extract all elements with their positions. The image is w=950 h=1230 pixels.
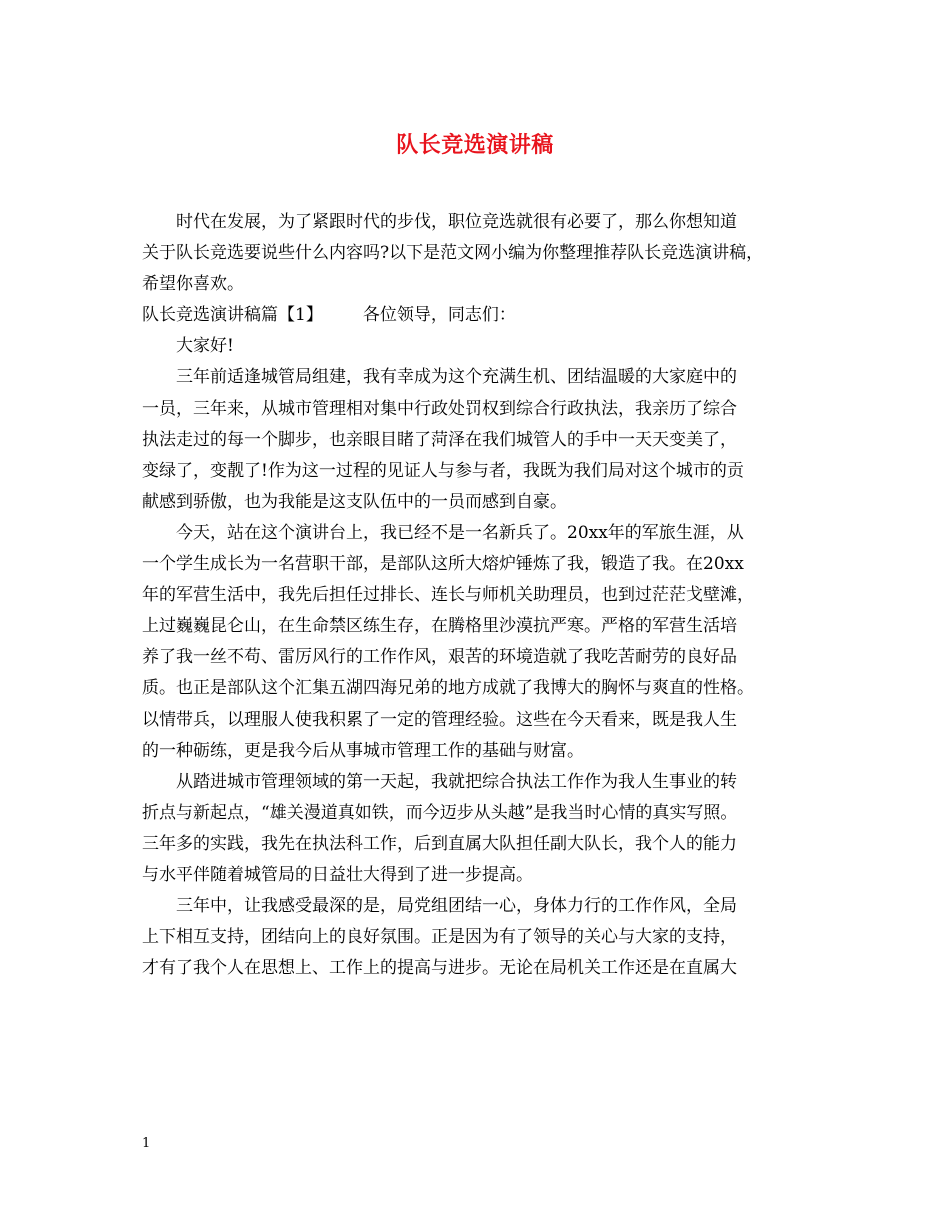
text-line-content: 队长竞选演讲稿篇【1】 bbox=[142, 305, 323, 326]
text-line-content: 上下相互支持，团结向上的良好氛围。正是因为有了领导的关心与大家的支持， bbox=[142, 927, 737, 948]
text-line bbox=[142, 269, 810, 300]
text-line bbox=[142, 207, 810, 238]
text-line-content: 变绿了，变靓了!作为这一过程的见证人与参与者，我既为我们局对这个城市的贡 bbox=[142, 460, 744, 481]
text-line-content: 今天，站在这个演讲台上，我已经不是一名新兵了。20xx年的军旅生涯，从 bbox=[176, 522, 744, 543]
text-line-content: 时代在发展，为了紧跟时代的步伐，职位竞选就很有必要了，那么你想知道 bbox=[176, 212, 737, 232]
text-line bbox=[142, 394, 810, 425]
text-line bbox=[142, 362, 810, 393]
text-line-content: 上过巍巍昆仑山，在生命禁区练生存，在腾格里沙漠抗严寒。严格的军营生活培 bbox=[142, 616, 737, 637]
salutation-text: 各位领导，同志们： bbox=[362, 305, 516, 326]
text-line-content: 与水平伴随着城管局的日益壮大得到了进一步提高。 bbox=[142, 864, 533, 885]
text-line bbox=[142, 953, 810, 984]
text-line-content: 的一种砺练，更是我今后从事城市管理工作的基础与财富。 bbox=[142, 740, 584, 761]
text-line bbox=[142, 891, 810, 922]
text-line-content: 一个学生成长为一名营职干部，是部队这所大熔炉锤炼了我，锻造了我。在20xx bbox=[142, 554, 744, 575]
text-line-content: 大家好! bbox=[176, 336, 234, 357]
text-line-content: 三年中，让我感受最深的是，局党组团结一心，身体力行的工作作风，全局 bbox=[176, 896, 737, 917]
text-line bbox=[142, 425, 810, 456]
text-line-content: 一员，三年来，从城市管理相对集中行政处罚权到综合行政执法，我亲历了综合 bbox=[142, 398, 737, 419]
text-line bbox=[142, 642, 810, 673]
text-line-content: 才有了我个人在思想上、工作上的提高与进步。无论在局机关工作还是在直属大 bbox=[142, 958, 737, 979]
text-line bbox=[142, 705, 810, 736]
text-line-content: 三年前适逢城管局组建，我有幸成为这个充满生机、团结温暖的大家庭中的 bbox=[176, 367, 737, 388]
text-line-content: 献感到骄傲，也为我能是这支队伍中的一员而感到自豪。 bbox=[142, 491, 567, 512]
text-line-content: 以情带兵，以理服人使我积累了一定的管理经验。这些在今天看来，既是我人生 bbox=[142, 709, 737, 730]
text-line bbox=[142, 922, 810, 953]
text-line-content: 执法走过的每一个脚步，也亲眼目睹了菏泽在我们城管人的手中一天天变美了， bbox=[142, 429, 737, 450]
text-line bbox=[142, 300, 810, 331]
text-line bbox=[142, 238, 810, 269]
document-body bbox=[142, 207, 810, 984]
text-line-content: 养了我一丝不苟、雷厉风行的工作作风，艰苦的环境造就了我吃苦耐劳的良好品 bbox=[142, 647, 737, 668]
text-line bbox=[142, 580, 810, 611]
text-line bbox=[142, 860, 810, 891]
page-number: 1 bbox=[142, 1136, 151, 1151]
text-line bbox=[142, 331, 810, 362]
text-line bbox=[142, 829, 810, 860]
text-line-content: 质。也正是部队这个汇集五湖四海兄弟的地方成就了我博大的胸怀与爽直的性格。 bbox=[142, 678, 754, 699]
document-title: 队长竞选演讲稿 bbox=[396, 132, 554, 158]
text-line-content: 三年多的实践，我先在执法科工作，后到直属大队担任副大队长，我个人的能力 bbox=[142, 833, 737, 854]
text-line-content: 关于队长竞选要说些什么内容吗?以下是范文网小编为你整理推荐队长竞选演讲稿， bbox=[142, 243, 764, 264]
text-line-content: 希望你喜欢。 bbox=[142, 274, 244, 295]
text-line bbox=[142, 673, 810, 704]
text-line bbox=[142, 798, 810, 829]
text-line-content: 折点与新起点，“雄关漫道真如铁，而今迈步从头越”是我当时心情的真实写照。 bbox=[142, 802, 738, 823]
text-line-content: 从踏进城市管理领域的第一天起，我就把综合执法工作作为我人生事业的转 bbox=[176, 771, 737, 792]
text-line bbox=[142, 456, 810, 487]
text-line bbox=[142, 767, 810, 798]
text-line bbox=[142, 549, 810, 580]
text-line bbox=[142, 518, 810, 549]
text-line-content: 年的军营生活中，我先后担任过排长、连长与师机关助理员，也到过茫茫戈壁滩， bbox=[142, 585, 754, 606]
text-line bbox=[142, 736, 810, 767]
text-line bbox=[142, 487, 810, 518]
text-line bbox=[142, 611, 810, 642]
